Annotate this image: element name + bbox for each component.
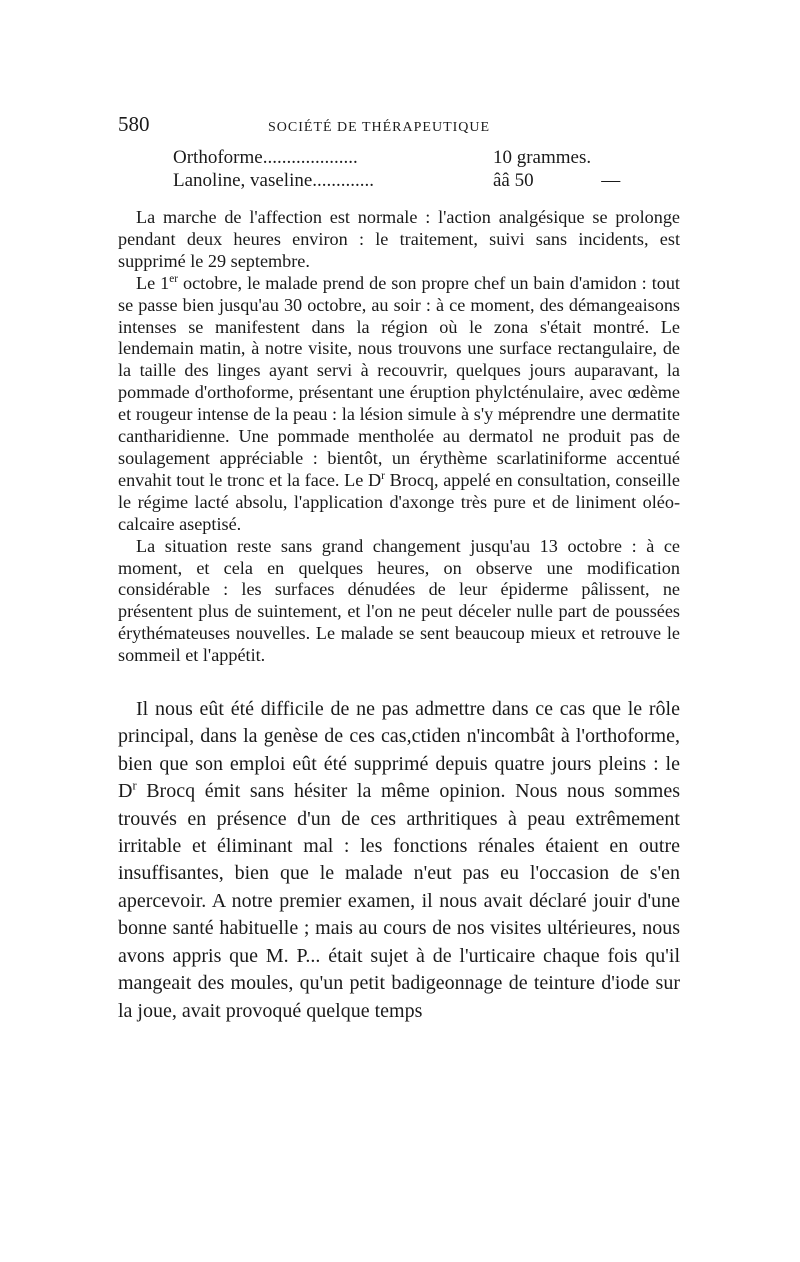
formula-row (173, 146, 680, 169)
ingredient-name: Lanoline, vaseline............. (173, 170, 375, 191)
paragraph (118, 696, 680, 1025)
book-page (118, 112, 680, 1025)
prescription-formula (173, 146, 680, 192)
paragraph-text: Le 1 (136, 272, 170, 293)
discussion-section (118, 696, 680, 1025)
ingredient-name: Orthoforme.................... (173, 147, 358, 168)
page-header (118, 112, 680, 146)
ingredient-unit (601, 146, 680, 169)
superscript: r (381, 469, 385, 482)
paragraph: La marche de l'affection est normale : l'action analgésique se prolonge pendant deux heures environ : le traitement, suivi sans incidents, est supprimé le 29 septembre. (118, 207, 680, 271)
paragraph-text: Brocq émit sans hésiter la même opinion. Nous nous sommes trouvés en présence d'un de ces arthritiques à peau extrêmement irritable et éliminant mal : les fonctions rénales étaient en outre insuffisantes, bien que le malade n'eut pas eu l'occasion de s'en apercevoir. A notre premier examen, il nous avait déclaré jouir d'une bonne santé habituelle ; mais au cours de nos visites ultérieures, nous avons appris que M. P... était sujet à de l'urticaire chaque fois qu'il mangeait des moules, qu'un petit badigeonnage de teinture d'iode sur la joue, avait provoqué quelque temps (118, 780, 680, 1022)
formula-row (173, 169, 680, 192)
paragraph: La situation reste sans grand changement jusqu'au 13 octobre : à ce moment, et cela en quelques heures, on observe une modification considérable : les surfaces dénudées de leur épiderme pâlissent, ne présentent plus de suintement, et l'on ne peut déceler nulle part de poussées érythémateuses nouvelles. Le malade se sent beaucoup mieux et retrouve le sommeil et l'appétit. (118, 535, 680, 666)
running-title: SOCIÉTÉ DE THÉRAPEUTIQUE (268, 120, 491, 135)
paragraph-text: Il nous eût été difficile de ne pas admettre dans ce cas que le rôle principal, dans la genèse de ces cas,ctiden n'incombât à l'orthoforme, bien que son emploi eût été supprimé depuis quatre jours pleins : le D (118, 698, 680, 803)
superscript: r (132, 778, 137, 793)
superscript: er (169, 272, 179, 285)
ingredient-quantity: 10 grammes. (492, 147, 592, 168)
ingredient-unit: — (601, 170, 621, 191)
paragraph (118, 273, 680, 536)
paragraph-text: Brocq, appelé en consultation, conseille le régime lacté absolu, l'application d'axonge très pure et de liniment oléo-calcaire aseptisé. (118, 469, 680, 534)
page-number: 580 (118, 112, 150, 136)
paragraph-text: octobre, le malade prend de son propre chef un bain d'amidon : tout se passe bien jusqu'au 30 octobre, au soir : à ce moment, des démangeaisons intenses se manifestent dans la région où le zona s'était montré. Le lendemain matin, à notre visite, nous trouvons une surface rectangulaire, de la taille des linges ayant servi à recouvrir, quelques jours auparavant, la pommade d'orthoforme, présentant une éruption phylcténulaire, avec œdème et rougeur intense de la peau : la lésion simule à s'y méprendre une dermatite cantharidienne. Une pommade mentholée au dermatol ne produit pas de soulagement appréciable : bientôt, un érythème scarlatiniforme accentué envahit tout le tronc et la face. Le D (118, 272, 680, 490)
case-report-section (118, 207, 680, 667)
ingredient-quantity: ââ 50 (492, 170, 534, 191)
